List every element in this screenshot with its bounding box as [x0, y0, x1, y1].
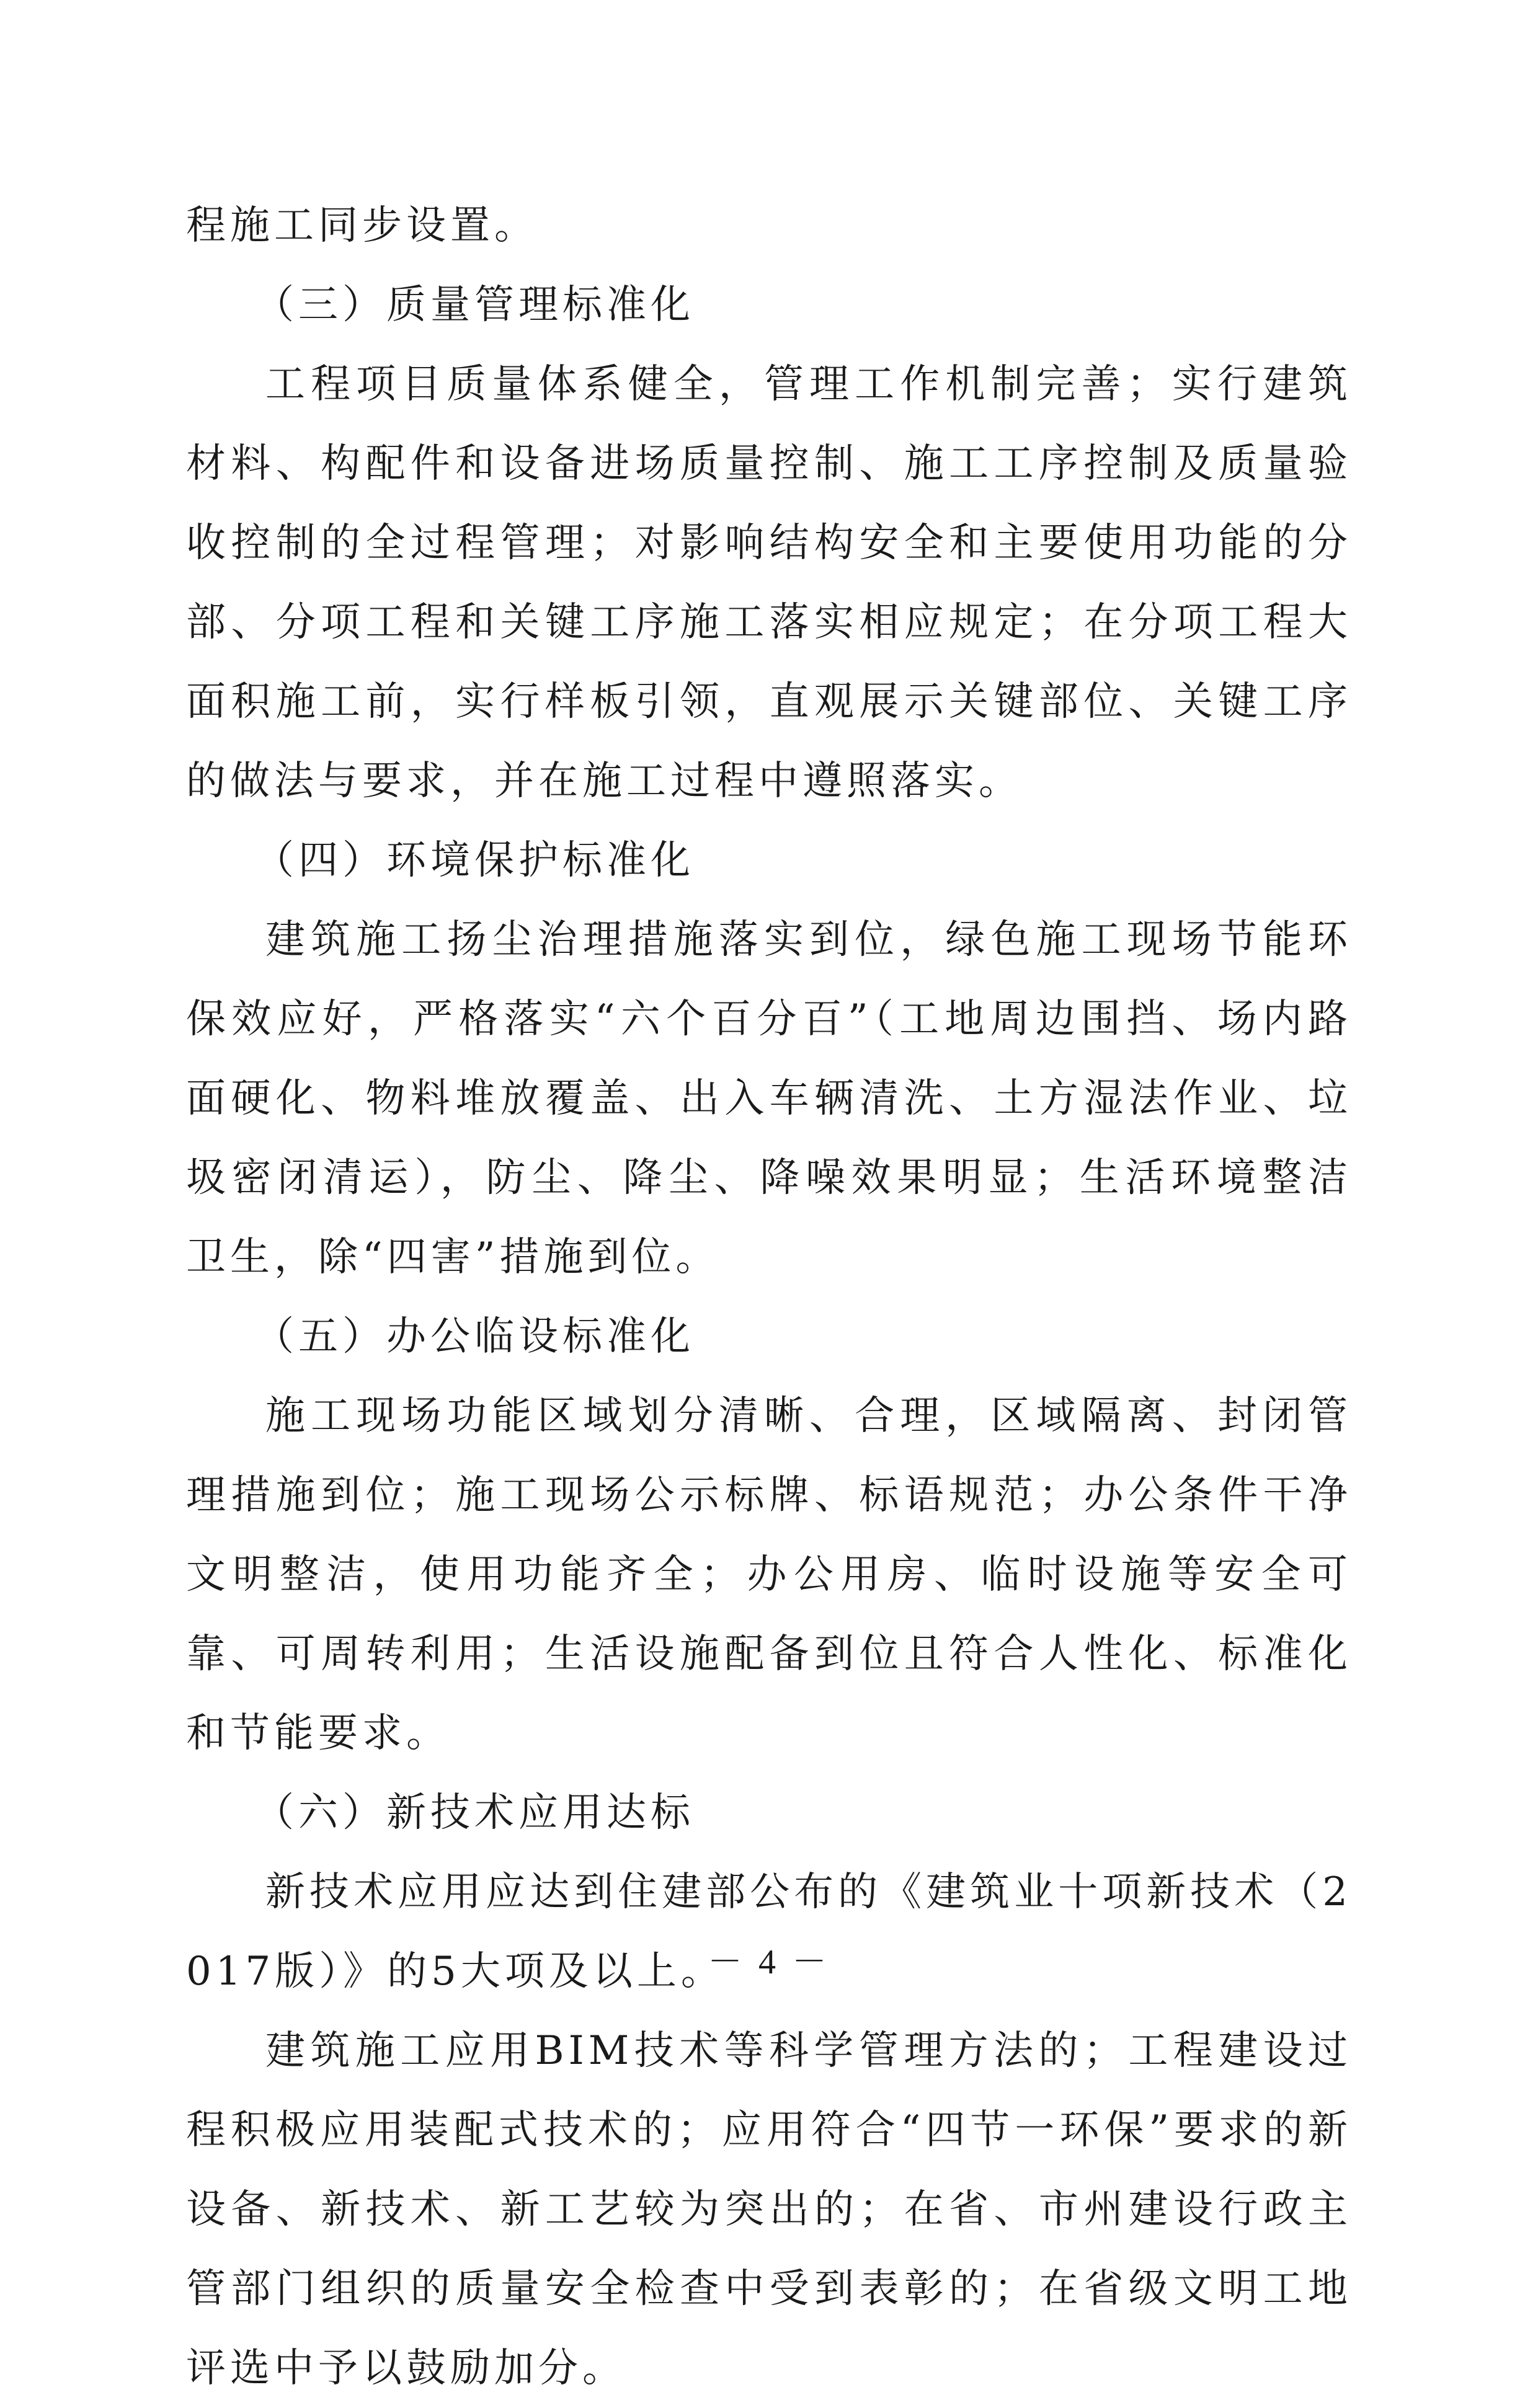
paragraph-technology: 新技术应用应达到住建部公布的《建筑业十项新技术（2017版）》的5大项及以上。 [186, 1869, 1352, 1994]
paragraph-office: 施工现场功能区域划分清晰、合理，区域隔离、封闭管理措施到位；施工现场公示标牌、标语规范；办公条件干净文明整洁，使用功能齐全；办公用房、临时设施等安全可靠、可周转利用；生活设施配备到位且符合人性化、标准化和节能要求。 [186, 1393, 1352, 1756]
section-heading-environment: （四）环境保护标准化 [254, 838, 695, 883]
paragraph-continuation: 程施工同步设置。 [186, 203, 538, 249]
page-number: － 4 － [708, 1943, 830, 1981]
document-body [186, 186, 1352, 2408]
section-heading-office: （五）办公临设标准化 [254, 1314, 695, 1360]
paragraph-quality: 工程项目质量体系健全，管理工作机制完善；实行建筑材料、构配件和设备进场质量控制、施工工序控制及质量验收控制的全过程管理；对影响结构安全和主要使用功能的分部、分项工程和关键工序施工落实相应规定；在分项工程大面积施工前，实行样板引领，直观展示关键部位、关键工序的做法与要求，并在施工过程中遵照落实。 [186, 361, 1352, 804]
section-heading-technology: （六）新技术应用达标 [254, 1790, 695, 1836]
section-heading-quality: （三）质量管理标准化 [254, 282, 695, 328]
paragraph-bonus: 建筑施工应用BIM技术等科学管理方法的；工程建设过程积极应用装配式技术的；应用符合“四节一环保”要求的新设备、新技术、新工艺较为突出的；在省、市州建设行政主管部门组织的质量安全检查中受到表彰的；在省级文明工地评选中予以鼓励加分。 [186, 2028, 1352, 2391]
paragraph-environment: 建筑施工扬尘治理措施落实到位，绿色施工现场节能环保效应好，严格落实“六个百分百”（工地周边围挡、场内路面硬化、物料堆放覆盖、出入车辆清洗、土方湿法作业、垃圾密闭清运），防尘、降尘、降噪效果明显；生活环境整洁卫生，除“四害”措施到位。 [186, 917, 1352, 1280]
